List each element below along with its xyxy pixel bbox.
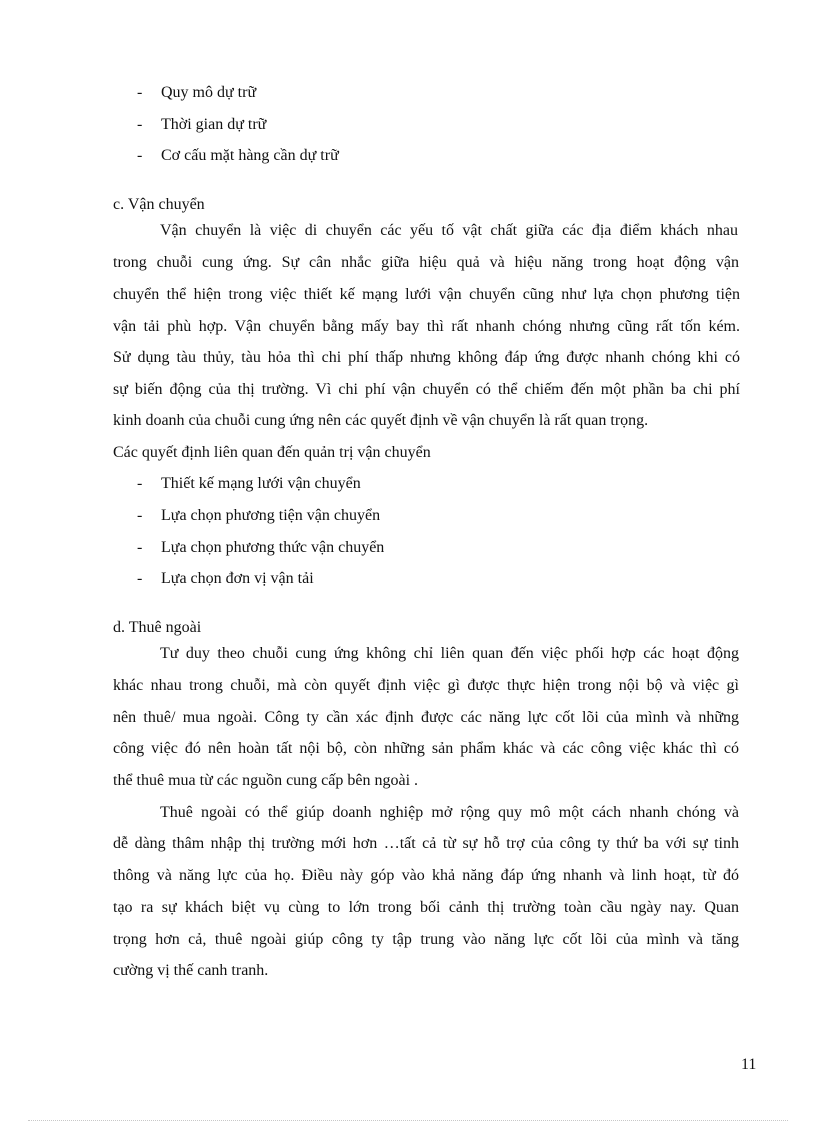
paragraph-line: kinh doanh của chuỗi cung ứng nên các quyết định về vận chuyển là rất quan trọng. bbox=[113, 412, 649, 429]
bullet-dash: - bbox=[137, 84, 143, 101]
paragraph-line: tạo ra sự khách biệt vụ cùng to lớn trong bối cảnh thị trường toàn cầu ngày nay. Quan bbox=[113, 899, 739, 916]
paragraph-line: thông và năng lực của họ. Điều này góp vào khả năng đáp ứng nhanh và linh hoạt, từ đó bbox=[113, 867, 739, 884]
paragraph-line: Sử dụng tàu thủy, tàu hỏa thì chi phí thấp nhưng không đáp ứng được nhanh chóng khi có bbox=[113, 349, 740, 366]
list-item-text: Cơ cấu mặt hàng cần dự trữ bbox=[161, 147, 339, 164]
section-heading: d. Thuê ngoài bbox=[113, 619, 202, 636]
section-heading: c. Vận chuyển bbox=[113, 196, 205, 213]
list-item-text: Thiết kế mạng lưới vận chuyển bbox=[161, 475, 361, 492]
paragraph-line: chuyển thể hiện trong việc thiết kế mạng lưới vận chuyển cũng như lựa chọn phương tiện bbox=[113, 286, 740, 303]
bullet-dash: - bbox=[137, 147, 143, 164]
paragraph-line: công việc đó nên hoàn tất nội bộ, còn những sản phẩm khác và các công việc khác thì có bbox=[113, 740, 739, 757]
page-bottom-divider bbox=[28, 1120, 788, 1121]
list-item-text: Thời gian dự trữ bbox=[161, 116, 267, 133]
paragraph-line: sự biến động của thị trường. Vì chi phí vận chuyển có thể chiếm đến một phần ba chi phí bbox=[113, 381, 740, 398]
paragraph-line: Vận chuyển là việc di chuyển các yếu tố vật chất giữa các địa điểm khách nhau bbox=[160, 222, 738, 239]
paragraph-line: vận tải phù hợp. Vận chuyển bằng mấy bay thì rất nhanh chóng nhưng cũng rất tốn kém. bbox=[113, 318, 740, 335]
list-item-text: Lựa chọn đơn vị vận tải bbox=[161, 570, 314, 587]
list-item-text: Lựa chọn phương thức vận chuyển bbox=[161, 539, 385, 556]
bullet-dash: - bbox=[137, 507, 143, 524]
paragraph-line: trọng hơn cả, thuê ngoài giúp công ty tập trung vào năng lực cốt lõi của mình và tăng bbox=[113, 931, 739, 948]
paragraph-line: nên thuê/ mua ngoài. Công ty cần xác định được các năng lực cốt lõi của mình và những bbox=[113, 709, 739, 726]
bullet-dash: - bbox=[137, 116, 143, 133]
paragraph-line: cường vị thế canh tranh. bbox=[113, 962, 269, 979]
page-number: 11 bbox=[741, 1056, 757, 1073]
paragraph-line: khác nhau trong chuỗi, mà còn quyết định việc gì được thực hiện trong nội bộ và việc gì bbox=[113, 677, 739, 694]
bullet-dash: - bbox=[137, 539, 143, 556]
list-item-text: Quy mô dự trữ bbox=[161, 84, 257, 101]
paragraph-line: Tư duy theo chuỗi cung ứng không chỉ liên quan đến việc phối hợp các hoạt động bbox=[160, 645, 739, 662]
paragraph-line: Thuê ngoài có thể giúp doanh nghiệp mở rộng quy mô một cách nhanh chóng và bbox=[160, 804, 739, 821]
bullet-dash: - bbox=[137, 475, 143, 492]
paragraph-line: dễ dàng thâm nhập thị trường mới hơn …tất cả từ sự hỗ trợ của công ty thứ ba với sự tinh bbox=[113, 835, 739, 852]
paragraph-line: thể thuê mua từ các nguồn cung cấp bên ngoài . bbox=[113, 772, 419, 789]
bullet-dash: - bbox=[137, 570, 143, 587]
paragraph-line: trong chuỗi cung ứng. Sự cân nhắc giữa hiệu quả và hiệu năng trong hoạt động vận bbox=[113, 254, 739, 271]
list-item-text: Lựa chọn phương tiện vận chuyển bbox=[161, 507, 381, 524]
list-intro: Các quyết định liên quan đến quản trị vận chuyển bbox=[113, 444, 431, 461]
